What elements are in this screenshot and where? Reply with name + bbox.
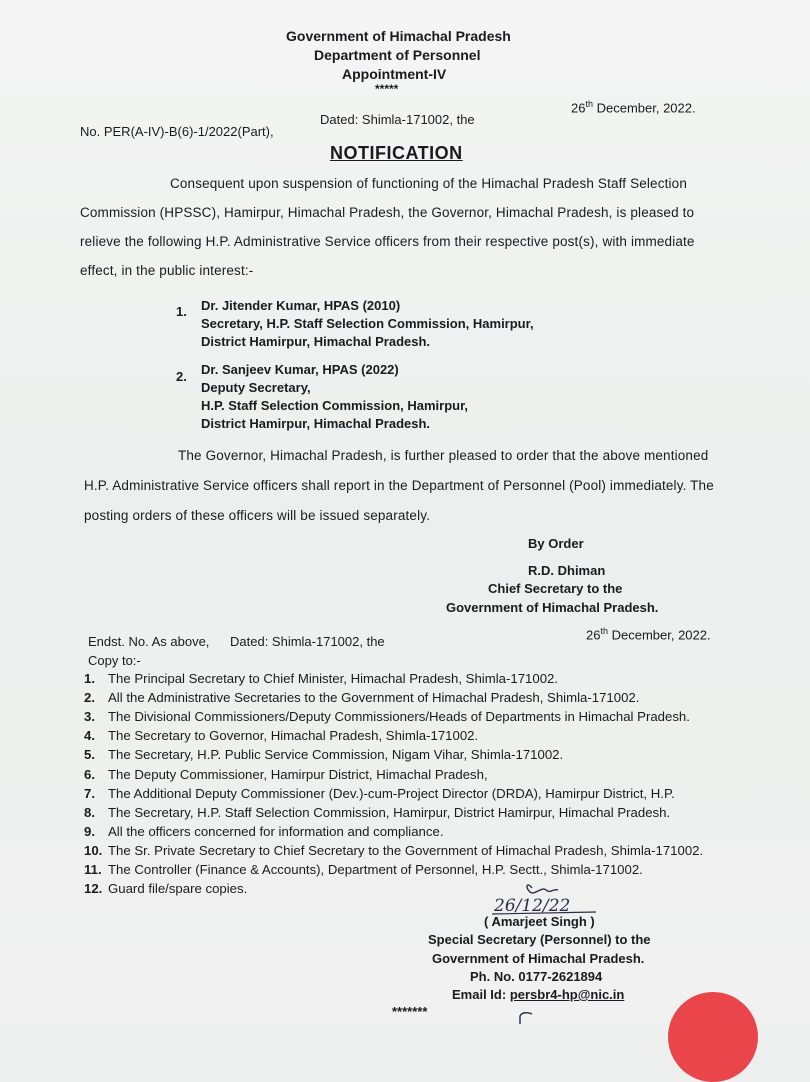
copy-item: 7. The Additional Deputy Commissioner (Dev.)-cum-Project Director (DRDA), Hamirpur District, H.P. [84,786,675,801]
reference-date: 26th December, 2022. [571,99,696,116]
intro-line-1: Consequent upon suspension of functioning of the Himachal Pradesh Staff Selection [170,176,687,191]
email-link[interactable]: persbr4-hp@nic.in [509,987,625,1002]
red-mark-circle [668,992,758,1082]
copy-item: 10. The Sr. Private Secretary to Chief Secretary to the Government of Himachal Pradesh, Shimla-171002. [84,843,704,858]
reference-number: No. PER(A-IV)-B(6)-1/2022(Part), [80,124,274,139]
signatory-2-phone: Ph. No. 0177-2621894 [470,969,603,984]
signatory-2-email: Email Id: persbr4-hp@nic.in [452,987,625,1002]
header-stars: ***** [375,82,399,96]
copy-item: 3. The Divisional Commissioners/Deputy Commissioners/Heads of Departments in Himachal Pradesh. [84,709,690,724]
officer-1-number: 1. [176,304,187,319]
copy-item: 11. The Controller (Finance & Accounts), Department of Personnel, H.P. Sectt., Shimla-171002. [84,862,643,877]
footer-stars: ******* [392,1004,428,1019]
officer-1-post: Secretary, H.P. Staff Selection Commission, Hamirpur, [201,316,534,331]
further-line-3: posting orders of these officers will be issued separately. [84,508,431,523]
further-line-1: The Governor, Himachal Pradesh, is further pleased to order that the above mentioned [178,448,709,463]
copy-item: 12. Guard file/spare copies. [84,881,248,896]
officer-1-name: Dr. Jitender Kumar, HPAS (2010) [201,298,401,313]
copy-to-label: Copy to:- [88,653,141,668]
further-line-2: H.P. Administrative Service officers shall report in the Department of Personnel (Pool) immediately. The [84,478,714,493]
endorsement-date: 26th December, 2022. [586,626,711,643]
by-order-label: By Order [528,536,584,551]
copy-item: 5. The Secretary, H.P. Public Service Commission, Nigam Vihar, Shimla-171002. [84,747,564,762]
handwritten-date: 26/12/22 [494,896,571,916]
officer-2-commission: H.P. Staff Selection Commission, Hamirpur, [201,398,469,413]
reference-dated: Dated: Shimla-171002, the [320,112,475,127]
endorsement-dated: Dated: Shimla-171002, the [230,634,385,649]
endorsement-label: Endst. No. As above, [88,634,210,649]
signatory-designation-2: Government of Himachal Pradesh. [446,600,659,615]
officer-2-post: Deputy Secretary, [201,380,311,395]
signatory-designation-1: Chief Secretary to the [488,581,623,596]
copy-item: 8. The Secretary, H.P. Staff Selection Commission, Hamirpur, District Hamirpur, Himachal Pradesh. [84,805,671,820]
copy-item: 1. The Principal Secretary to Chief Minister, Himachal Pradesh, Shimla-171002. [84,671,559,686]
signatory-2-designation-2: Government of Himachal Pradesh. [432,951,645,966]
intro-line-3: relieve the following H.P. Administrative Service officers from their respective post(s), with immediate [80,234,695,249]
signatory-2-name: ( Amarjeet Singh ) [484,914,595,929]
intro-line-4: effect, in the public interest:- [80,263,254,278]
copy-item: 4. The Secretary to Governor, Himachal Pradesh, Shimla-171002. [84,728,479,743]
copy-item: 6. The Deputy Commissioner, Hamirpur District, Himachal Pradesh, [84,767,488,782]
officer-2-name: Dr. Sanjeev Kumar, HPAS (2022) [201,362,399,377]
signatory-2-designation-1: Special Secretary (Personnel) to the [428,932,651,947]
notification-title: NOTIFICATION [330,143,463,163]
intro-line-2: Commission (HPSSC), Hamirpur, Himachal Pradesh, the Governor, Himachal Pradesh, is pleased to [80,205,695,220]
header-department: Department of Personnel [314,47,481,63]
signatory-name: R.D. Dhiman [528,563,606,578]
handwritten-signature [484,880,604,916]
officer-2-number: 2. [176,369,187,384]
officer-1-district: District Hamirpur, Himachal Pradesh. [201,334,431,349]
pen-mark [500,1006,540,1024]
header-section: Appointment-IV [342,66,447,82]
header-government: Government of Himachal Pradesh [286,28,511,44]
officer-2-district: District Hamirpur, Himachal Pradesh. [201,416,431,431]
copy-item: 9. All the officers concerned for information and compliance. [84,824,444,839]
copy-item: 2. All the Administrative Secretaries to the Government of Himachal Pradesh, Shimla-171002. [84,690,640,705]
